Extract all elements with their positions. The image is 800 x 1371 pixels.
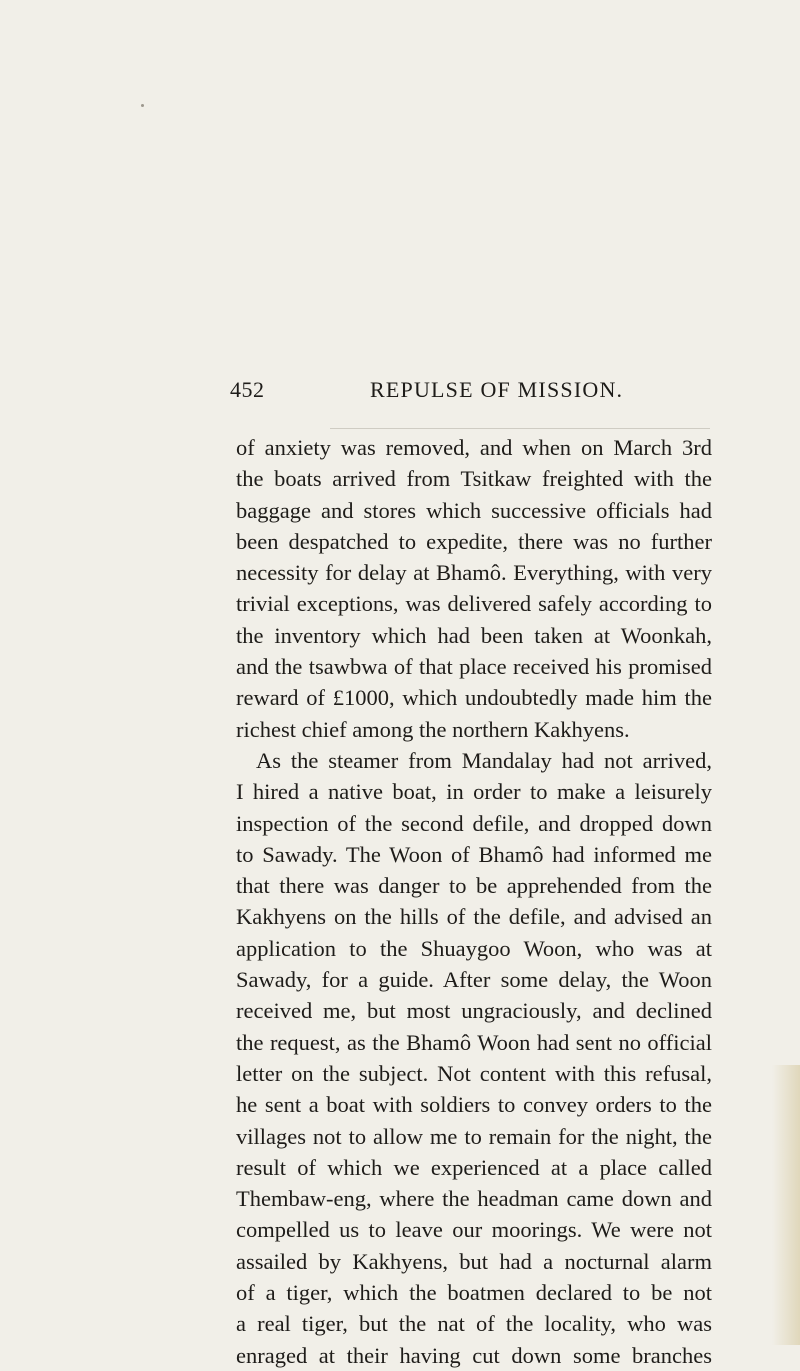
- text-line: baggage and stores which successive officials had: [236, 497, 712, 523]
- header-rule: [330, 428, 710, 429]
- text-line: trivial exceptions, was delivered safely according to: [236, 591, 712, 617]
- text-line: the boats arrived from Tsitkaw freighted with the: [236, 466, 712, 492]
- text-line: assailed by Kakhyens, but had a nocturnal alarm: [236, 1248, 712, 1274]
- text-line: letter on the subject. Not content with this refusal,: [236, 1060, 712, 1086]
- text-line: compelled us to leave our moorings. We were not: [236, 1217, 712, 1243]
- text-line: of a tiger, which the boatmen declared to be not: [236, 1280, 712, 1306]
- text-line: Sawady, for a guide. After some delay, the Woon: [236, 967, 712, 993]
- text-line: the inventory which had been taken at Woonkah,: [236, 622, 712, 648]
- text-line: richest chief among the northern Kakhyens.: [236, 716, 630, 742]
- text-line: inspection of the second defile, and dropped down: [236, 810, 712, 836]
- text-line: villages not to allow me to remain for the night, the: [236, 1123, 712, 1149]
- text-line: As the steamer from Mandalay had not arrived,: [256, 747, 712, 773]
- page-number: 452: [230, 377, 265, 402]
- text-line: reward of £1000, which undoubtedly made him the: [236, 685, 712, 711]
- running-head: [230, 377, 710, 407]
- text-line: he sent a boat with soldiers to convey orders to the: [236, 1092, 712, 1118]
- running-title: REPULSE OF MISSION.: [370, 377, 624, 402]
- text-line: the request, as the Bhamô Woon had sent no official: [236, 1029, 712, 1055]
- text-line: Thembaw-eng, where the headman came down and: [236, 1186, 712, 1212]
- text-line: I hired a native boat, in order to make a leisurely: [236, 779, 712, 805]
- paper-stain: [772, 1065, 800, 1345]
- text-line: application to the Shuaygoo Woon, who was at: [236, 935, 712, 961]
- text-line: that there was danger to be apprehended from the: [236, 873, 712, 899]
- text-line: a real tiger, but the nat of the locality, who was: [236, 1311, 712, 1337]
- text-line: necessity for delay at Bhamô. Everything, with very: [236, 560, 712, 586]
- text-line: result of which we experienced at a place called: [236, 1154, 712, 1180]
- text-line: enraged at their having cut down some branches: [236, 1342, 712, 1368]
- text-line: to Sawady. The Woon of Bhamô had informed me: [236, 841, 712, 867]
- text-line: Kakhyens on the hills of the defile, and advised an: [236, 904, 712, 930]
- text-line: of anxiety was removed, and when on March 3rd: [236, 435, 712, 460]
- text-line: and the tsawbwa of that place received his promised: [236, 654, 712, 680]
- margin-speck: [141, 104, 144, 107]
- text-line: been despatched to expedite, there was no further: [236, 528, 712, 554]
- body-text: [236, 432, 712, 1371]
- text-line: received me, but most ungraciously, and declined: [236, 998, 712, 1024]
